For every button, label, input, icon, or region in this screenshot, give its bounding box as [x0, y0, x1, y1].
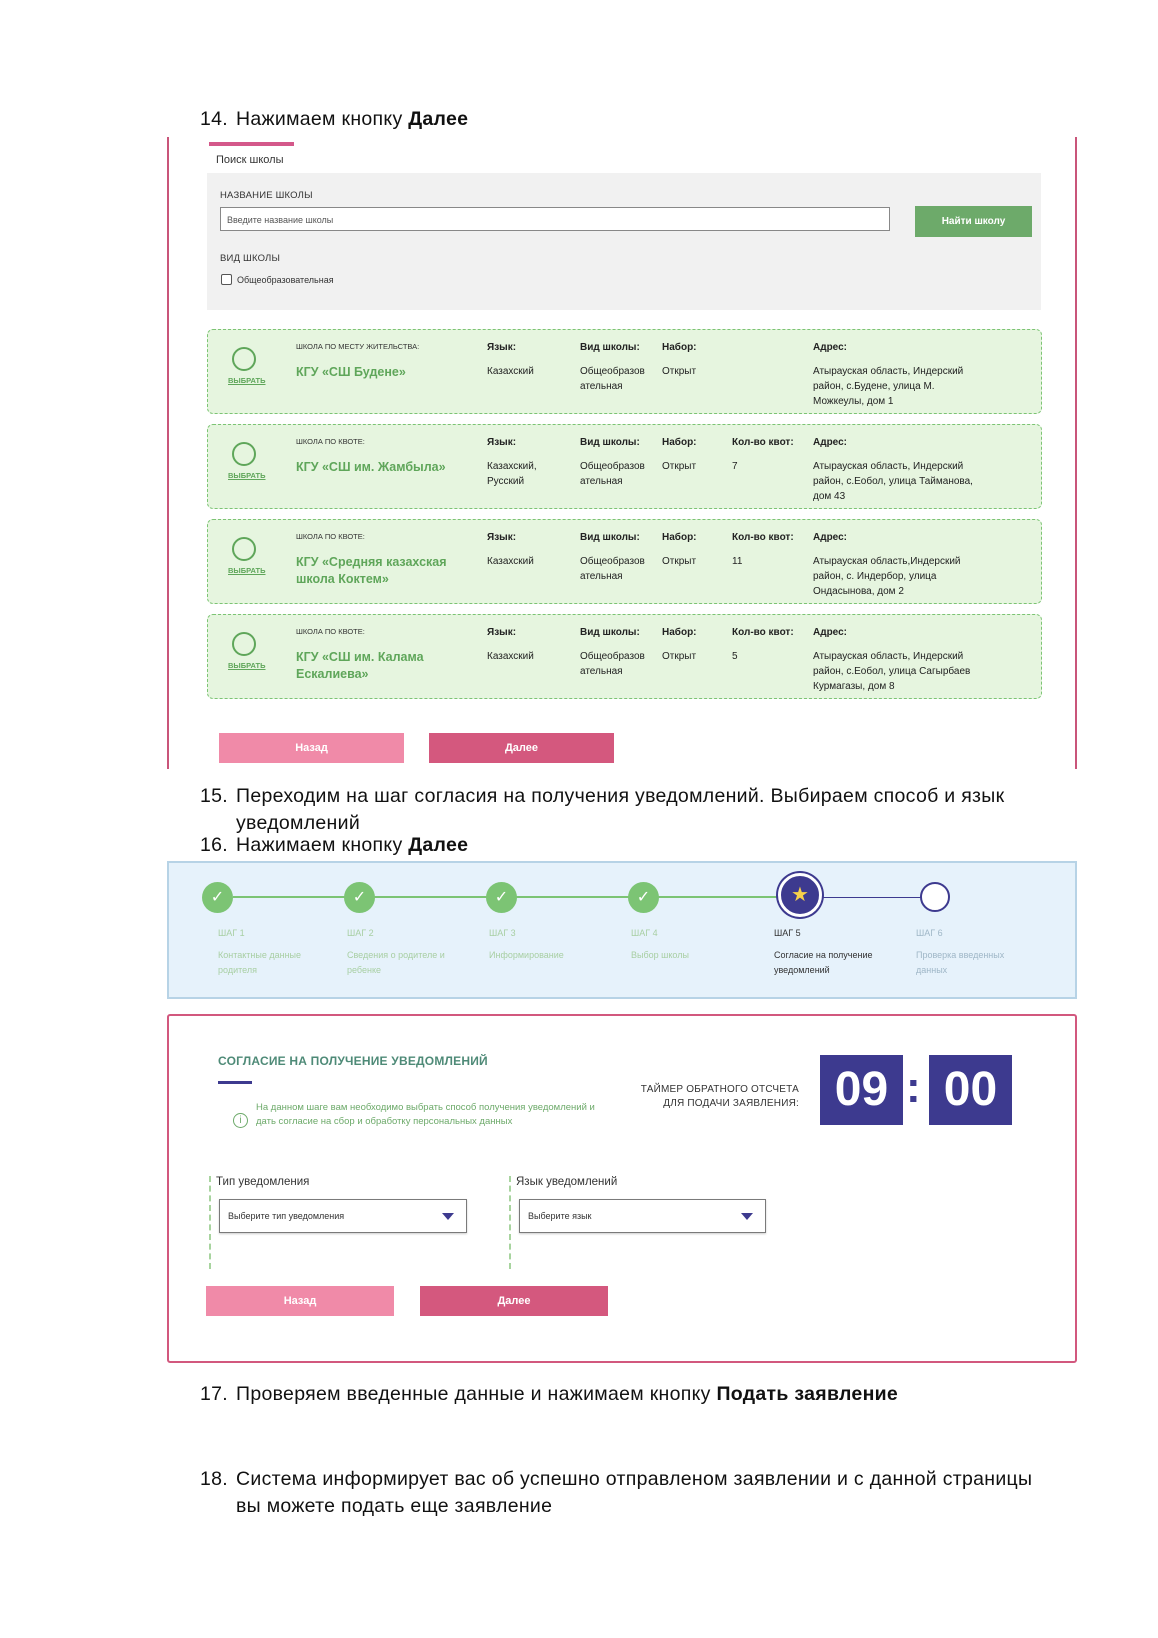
doc-step-17	[200, 1383, 898, 1406]
school-card[interactable]	[207, 329, 1042, 414]
school-card[interactable]	[207, 519, 1042, 604]
doc-step-14	[200, 108, 468, 131]
step-2-check-icon: ✓	[344, 882, 375, 913]
step-text-line1: Переходим на шаг согласия на получения уведомлений. Выбираем способ и язык	[236, 785, 1005, 807]
address-value: Атырауская область, Индерский район, с.Будене, улица М. Можкеулы, дом 1	[813, 366, 964, 407]
info-text: На данном шаге вам необходимо выбрать способ получения уведомлений и дать согласие на сбор и обработку персональных данных	[256, 1102, 595, 1127]
type-value: Общеобразов ательная	[580, 366, 645, 392]
tab-school-search[interactable]: Поиск школы	[209, 142, 294, 173]
school-kind: ШКОЛА ПО КВОТЕ:	[296, 532, 365, 541]
step-text: Проверяем введенные данные и нажимаем кнопку	[236, 1383, 717, 1405]
lang-value: Казахский	[487, 556, 534, 567]
intake-header: Набор:	[662, 627, 697, 638]
select-link[interactable]: ВЫБРАТЬ	[228, 471, 266, 480]
radio-icon[interactable]	[232, 632, 256, 656]
step-5-number: ШАГ 5	[774, 928, 801, 938]
address-value: Атырауская область, Индерский район, с.Еобол, улица Тайманова, дом 43	[813, 461, 973, 502]
step-4-check-icon: ✓	[628, 882, 659, 913]
lang-header: Язык:	[487, 627, 517, 638]
progress-stepper	[167, 861, 1077, 999]
notification-language-field	[509, 1176, 769, 1269]
step-3-name: Информирование	[489, 950, 564, 960]
school-type-label: ВИД ШКОЛЫ	[220, 253, 281, 264]
address-header: Адрес:	[813, 437, 847, 448]
consent-form	[167, 1014, 1077, 1363]
school-name-label: НАЗВАНИЕ ШКОЛЫ	[220, 190, 313, 201]
address-header: Адрес:	[813, 627, 847, 638]
doc-step-15	[200, 783, 1090, 837]
school-name: КГУ «СШ Будене»	[296, 365, 406, 379]
intake-header: Набор:	[662, 342, 697, 353]
step-number: 16.	[200, 834, 229, 856]
school-type-option[interactable]	[221, 274, 334, 285]
step-1-number: ШАГ 1	[218, 928, 245, 938]
lang-header: Язык:	[487, 532, 517, 543]
select-placeholder: Выберите язык	[528, 1211, 592, 1221]
select-placeholder: Выберите тип уведомления	[228, 1211, 345, 1221]
timer-label	[599, 1083, 799, 1111]
checkbox-label: Общеобразовательная	[237, 274, 334, 285]
step-text-line2: уведомлений	[236, 812, 361, 834]
school-selection-screenshot	[167, 137, 1077, 769]
title-underline	[218, 1081, 252, 1084]
step-text: Нажимаем кнопку	[236, 108, 409, 130]
radio-icon[interactable]	[232, 347, 256, 371]
step-bold: Далее	[408, 108, 469, 130]
step-5-name: Согласие на получение уведомлений	[774, 950, 873, 975]
timer-label-line1: ТАЙМЕР ОБРАТНОГО ОТСЧЕТА	[640, 1084, 799, 1095]
school-card[interactable]	[207, 614, 1042, 699]
intake-header: Набор:	[662, 532, 697, 543]
school-search-panel	[207, 173, 1041, 310]
step-number: 18.	[200, 1468, 229, 1490]
step-3-number: ШАГ 3	[489, 928, 516, 938]
lang-value: Казахский	[487, 651, 534, 662]
step-2-name: Сведения о родителе и ребенке	[347, 950, 445, 975]
address-value: Атырауская область, Индерский район, с.Еобол, улица Сагырбаев Курмагазы, дом 8	[813, 651, 971, 692]
timer-separator: :	[906, 1063, 921, 1112]
quota-value: 11	[732, 556, 743, 567]
timer-minutes: 09	[820, 1055, 903, 1125]
step-number: 14.	[200, 108, 229, 130]
step-text-line1: Система информирует вас об успешно отправленом заявлении и с данной страницы	[236, 1468, 1033, 1490]
radio-icon[interactable]	[232, 442, 256, 466]
chevron-down-icon	[442, 1213, 454, 1220]
intake-header: Набор:	[662, 437, 697, 448]
lang-header: Язык:	[487, 342, 517, 353]
next-button[interactable]: Далее	[429, 733, 614, 763]
select-link[interactable]: ВЫБРАТЬ	[228, 661, 266, 670]
step-4-number: ШАГ 4	[631, 928, 658, 938]
school-kind: ШКОЛА ПО КВОТЕ:	[296, 437, 365, 446]
school-name: КГУ «Средняя казахская школа Коктем»	[296, 555, 447, 586]
select-link[interactable]: ВЫБРАТЬ	[228, 566, 266, 575]
step-bold: Далее	[408, 834, 469, 856]
intake-value: Открыт	[662, 556, 697, 567]
step-4-name: Выбор школы	[631, 950, 689, 960]
timer-label-line2: ДЛЯ ПОДАЧИ ЗАЯВЛЕНИЯ:	[663, 1098, 799, 1109]
school-card[interactable]	[207, 424, 1042, 509]
step-text: Нажимаем кнопку	[236, 834, 409, 856]
type-header: Вид школы:	[580, 627, 640, 638]
stepper-line-pending	[819, 897, 925, 898]
quota-value: 7	[732, 461, 738, 472]
step-1-name: Контактные данные родителя	[218, 950, 302, 975]
step-bold: Подать заявление	[716, 1383, 899, 1405]
step-1-check-icon: ✓	[202, 882, 233, 913]
step-2-number: ШАГ 2	[347, 928, 374, 938]
step-6-name: Проверка введенных данных	[916, 950, 1005, 975]
address-header: Адрес:	[813, 342, 847, 353]
type-value: Общеобразов ательная	[580, 556, 645, 582]
notification-language-label: Язык уведомлений	[516, 1176, 618, 1188]
step-text-line2: вы можете подать еще заявление	[236, 1495, 553, 1517]
doc-step-18	[200, 1466, 1090, 1520]
intake-value: Открыт	[662, 366, 697, 377]
quota-header: Кол-во квот:	[732, 627, 794, 638]
type-value: Общеобразов ательная	[580, 651, 645, 677]
next-button[interactable]: Далее	[420, 1286, 608, 1316]
step-6-number: ШАГ 6	[916, 928, 943, 938]
back-button[interactable]: Назад	[206, 1286, 394, 1316]
step-number: 17.	[200, 1383, 229, 1405]
quota-header: Кол-во квот:	[732, 532, 794, 543]
radio-icon[interactable]	[232, 537, 256, 561]
school-name-input[interactable]: Введите название школы	[220, 207, 890, 231]
notification-type-label: Тип уведомления	[216, 1176, 310, 1188]
school-name: КГУ «СШ им. Жамбыла»	[296, 460, 446, 474]
address-header: Адрес:	[813, 532, 847, 543]
consent-title: СОГЛАСИЕ НА ПОЛУЧЕНИЕ УВЕДОМЛЕНИЙ	[218, 1054, 488, 1068]
find-school-button[interactable]: Найти школу	[915, 206, 1032, 237]
step-6-circle-icon	[920, 882, 950, 912]
quota-value: 5	[732, 651, 738, 662]
notification-type-select[interactable]	[219, 1199, 467, 1233]
school-name: КГУ «СШ им. Калама Ескалиева»	[296, 650, 424, 681]
doc-step-16	[200, 834, 468, 857]
select-link[interactable]: ВЫБРАТЬ	[228, 376, 266, 385]
school-kind: ШКОЛА ПО КВОТЕ:	[296, 627, 365, 636]
intake-value: Открыт	[662, 461, 697, 472]
school-kind: ШКОЛА ПО МЕСТУ ЖИТЕЛЬСТВА:	[296, 342, 420, 351]
type-value: Общеобразов ательная	[580, 461, 645, 487]
step-3-check-icon: ✓	[486, 882, 517, 913]
quota-header: Кол-во квот:	[732, 437, 794, 448]
type-header: Вид школы:	[580, 342, 640, 353]
info-icon: i	[233, 1113, 248, 1128]
address-value: Атырауская область,Индерский район, с. Индербор, улица Ондасынова, дом 2	[813, 556, 961, 597]
notification-language-select[interactable]	[519, 1199, 766, 1233]
type-header: Вид школы:	[580, 532, 640, 543]
type-header: Вид школы:	[580, 437, 640, 448]
notification-type-field	[209, 1176, 469, 1269]
lang-value: Казахский, Русский	[487, 461, 537, 487]
intake-value: Открыт	[662, 651, 697, 662]
step-5-star-icon: ★	[778, 873, 822, 917]
step-number: 15.	[200, 785, 229, 807]
back-button[interactable]: Назад	[219, 733, 404, 763]
chevron-down-icon	[741, 1213, 753, 1220]
timer-seconds: 00	[929, 1055, 1012, 1125]
general-school-checkbox[interactable]	[221, 274, 232, 285]
lang-header: Язык:	[487, 437, 517, 448]
lang-value: Казахский	[487, 366, 534, 377]
